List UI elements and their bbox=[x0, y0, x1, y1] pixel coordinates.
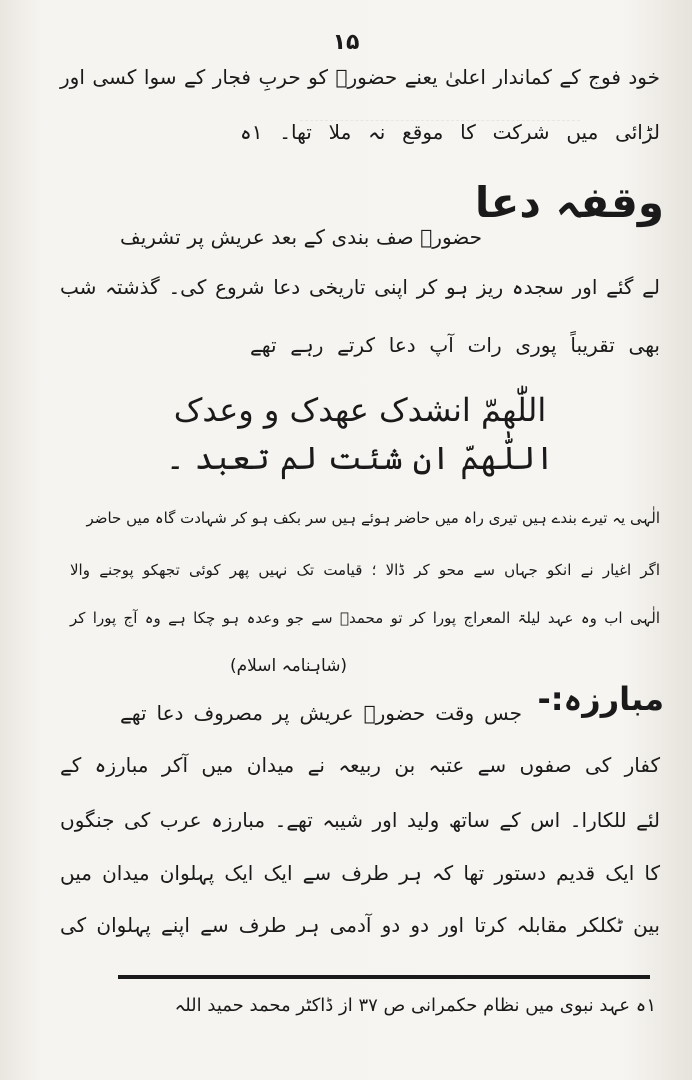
mubaraza-line-3: لئے للکارا۔ اس کے ساتھ ولید اور شیبہ تھے۔ مبارزہ عرب کی جنگوں bbox=[60, 808, 660, 832]
waqfa-line-1: حضورؐ صف بندی کے بعد عریش پر تشریف bbox=[120, 225, 482, 249]
waqfa-line-2: لے گئے اور سجدہ ریز ہو کر اپنی تاریخی دعا شروع کی۔ گذشتہ شب bbox=[60, 275, 660, 299]
intro-line-1: خود فوج کے کماندار اعلیٰ یعنے حضورؐ کو حربِ فجار کے سوا کسی اور bbox=[60, 65, 660, 89]
bleed-through-text bbox=[300, 120, 580, 181]
footnote-divider bbox=[118, 975, 650, 979]
heading-mubaraza: مبارزہ:- bbox=[537, 680, 664, 718]
mubaraza-line-4: کا ایک قدیم دستور تھا کہ ہر طرف سے ایک ایک پہلوان میدان میں bbox=[60, 861, 660, 885]
poem-line-2: اگر اغیار نے انکو جہاں سے محو کر ڈالا ؛ قیامت تک نہیں پھر کوئی تجھکو پوجنے والا bbox=[70, 561, 660, 579]
page-number: ۱۵ bbox=[332, 30, 360, 55]
mubaraza-line-5: بین ٹکلکر مقابلہ کرتا اور دو دو آدمی ہر طرف سے اپنے پہلوان کی bbox=[60, 913, 660, 937]
footnote: ۱ہ عہد نبوی میں نظام حکمرانی ص ۳۷ از ڈاکٹر محمد حمید اللہ bbox=[174, 995, 656, 1016]
arabic-dua-line-2: اللّٰھمّ ان شئت لم تعبد ۔ bbox=[165, 439, 555, 477]
waqfa-line-3: بھی تقریباً پوری رات آپ دعا کرتے رہے تھے bbox=[250, 333, 660, 357]
intro-line-2: لڑائی میں شرکت کا موقع نہ ملا تھا۔ ۱ہ bbox=[240, 120, 660, 144]
mubaraza-line-2: کفار کی صفوں سے عتبہ بن ربیعہ نے میدان میں آکر مبارزہ کے bbox=[60, 753, 660, 777]
mubaraza-line-1: جس وقت حضورؐ عریش پر مصروف دعا تھے bbox=[120, 701, 522, 725]
poem-line-1: الٰہی یہ تیرے بندے ہیں تیری راہ میں حاضر ہوئے ہیں سر بکف ہو کر شہادت گاہ میں حاضر bbox=[86, 509, 660, 527]
poem-citation: (شاہنامہ اسلام) bbox=[230, 656, 348, 676]
arabic-dua-line-1: اللّٰھمّ انشدک عھدک و وعدک bbox=[173, 391, 547, 429]
heading-waqfa-dua: وقفہ دعا bbox=[474, 178, 664, 227]
poem-line-3: الٰہی اب وہ عہد لیلۃ المعراج پورا کر تو محمدؐ سے جو وعدہ ہو چکا ہے وہ آج پورا کر bbox=[70, 609, 660, 627]
